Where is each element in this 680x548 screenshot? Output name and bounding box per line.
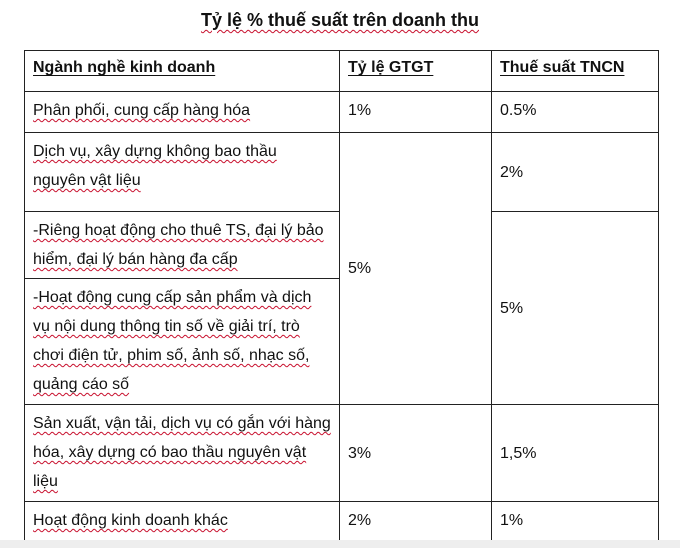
cell-vat: 3%	[340, 405, 492, 502]
bottom-strip	[0, 540, 680, 548]
cell-industry: Dịch vụ, xây dựng không bao thầu nguyên vật liệu	[25, 133, 340, 212]
table-row	[25, 92, 659, 133]
header-pit: Thuế suất TNCN	[492, 51, 659, 92]
cell-pit: 0.5%	[492, 92, 659, 133]
cell-pit: 2%	[492, 133, 659, 212]
tax-rate-table	[24, 50, 659, 541]
cell-vat: 2%	[340, 502, 492, 541]
table-row	[25, 133, 659, 212]
cell-industry: Hoạt động kinh doanh khác	[25, 502, 340, 541]
cell-pit: 1,5%	[492, 405, 659, 502]
cell-pit-group: 5%	[492, 212, 659, 405]
cell-industry: -Riêng hoạt động cho thuê TS, đại lý bảo hiểm, đại lý bán hàng đa cấp	[25, 212, 340, 279]
cell-industry: Phân phối, cung cấp hàng hóa	[25, 92, 340, 133]
table-row	[25, 405, 659, 502]
table-row	[25, 502, 659, 541]
table-header-row	[25, 51, 659, 92]
cell-vat: 1%	[340, 92, 492, 133]
cell-pit: 1%	[492, 502, 659, 541]
header-vat: Tỷ lệ GTGT	[340, 51, 492, 92]
header-industry: Ngành nghề kinh doanh	[25, 51, 340, 92]
title-text: Tỷ lệ % thuế suất trên doanh thu	[200, 10, 479, 30]
page-title	[0, 10, 680, 31]
cell-industry: -Hoạt động cung cấp sản phẩm và dịch vụ nội dung thông tin số về giải trí, trò chơi điện tử, phim số, ảnh số, nhạc số, quảng cáo số	[25, 279, 340, 405]
cell-industry: Sản xuất, vận tải, dịch vụ có gắn với hàng hóa, xây dựng có bao thầu nguyên vật liệu	[25, 405, 340, 502]
cell-vat-group: 5%	[340, 133, 492, 405]
